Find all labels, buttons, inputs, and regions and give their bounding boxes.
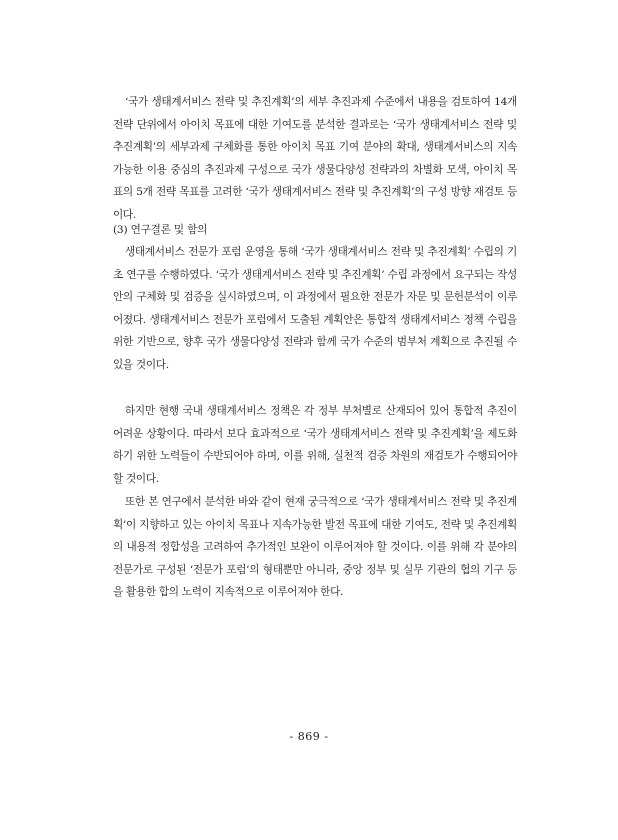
- body-paragraph-3: 하지만 현행 국내 생태계서비스 정책은 각 정부 부처별로 산재되어 있어 통합적 추진이 어려운 상황이다. 따라서 보다 효과적으로 ‘국가 생태계서비스 전략 및 추진계획’을 제도화하기 위한 노력들이 수반되어야 하며, 이를 위해, 실천적 검증 차원의 재검토가 수행되어야 할 것이다.: [113, 405, 517, 485]
- section-heading: (3) 연구결론 및 함의: [113, 224, 208, 236]
- body-paragraph-4: 또한 본 연구에서 분석한 바와 같이 현재 궁극적으로 ‘국가 생태계서비스 전략 및 추진계획’이 지향하고 있는 아이치 목표나 지속가능한 발전 목표에 대한 기여도, 전략 및 추진계획의 내용적 정합성을 고려하여 추가적인 보완이 이루어져야 할 것이다. 이를 위해 각 분야의 전문가로 구성된 ‘전문가 포럼’의 형태뿐만 아니라, 중앙 정부 및 실무 기관의 협의 기구 등을 활용한 합의 노력이 지속적으로 이루어져야 한다.: [113, 496, 517, 599]
- body-paragraph-1: ‘국가 생태계서비스 전략 및 추진계획’의 세부 추진과제 수준에서 내용을 검토하여 14개 전략 단위에서 아이치 목표에 대한 기여도를 분석한 결과로는 ‘국가 생태계서비스 전략 및 추진계획’의 세부과제 구체화를 통한 아이치 목표 기여 분야의 확대, 생태계서비스의 지속가능한 이용 중심의 추진과제 구성으로 국가 생물다양성 전략과의 차별화 모색, 아이치 목표의 5개 전략 목표를 고려한 ‘국가 생태계서비스 전략 및 추진계획’의 구성 방향 재검토 등이다.: [113, 96, 517, 221]
- body-paragraph-2: 생태계서비스 전문가 포럼 운영을 통해 ‘국가 생태계서비스 전략 및 추진계획’ 수립의 기초 연구를 수행하였다. ‘국가 생태계서비스 전략 및 추진계획’ 수립 과정에서 요구되는 작성안의 구체화 및 검증을 실시하였으며, 이 과정에서 필요한 전문가 자문 및 문헌분석이 이루어졌다. 생태계서비스 전문가 포럼에서 도출된 계획안은 통합적 생태계서비스 정책 수립을 위한 기반으로, 향후 국가 생물다양성 전략과 함께 국가 수준의 범부처 계획으로 추진될 수 있을 것이다.: [113, 246, 517, 371]
- page-number: - 869 -: [289, 730, 329, 743]
